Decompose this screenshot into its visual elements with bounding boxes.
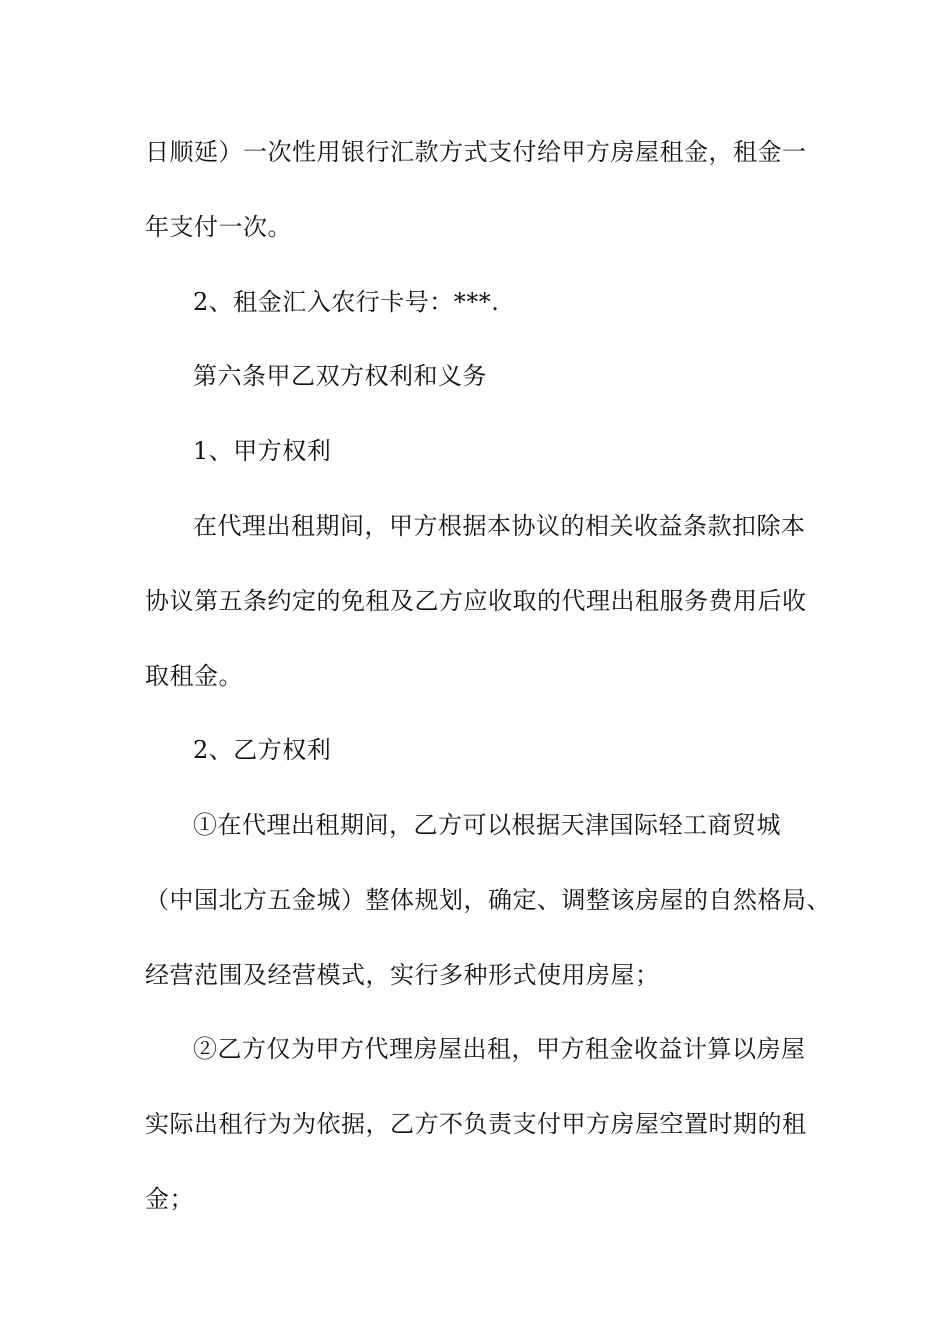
text-line: 2、租金汇入农行卡号：***.: [193, 288, 500, 316]
text-line: 日顺延）一次性用银行汇款方式支付给甲方房屋租金，租金一: [145, 138, 807, 166]
section-heading: 第六条甲乙双方权利和义务: [193, 362, 487, 390]
subsection-heading: 2、乙方权利: [193, 736, 332, 764]
text-line: 实际出租行为为依据，乙方不负责支付甲方房屋空置时期的租: [145, 1110, 807, 1138]
text-line: ①在代理出租期间，乙方可以根据天津国际轻工商贸城: [193, 811, 781, 839]
text-line: 年支付一次。: [145, 213, 292, 241]
text-line: 取租金。: [145, 662, 243, 690]
subsection-heading: 1、甲方权利: [193, 437, 332, 465]
text-line: ②乙方仅为甲方代理房屋出租，甲方租金收益计算以房屋: [193, 1035, 806, 1063]
text-line: 金；: [145, 1185, 194, 1213]
text-line: 在代理出租期间，甲方根据本协议的相关收益条款扣除本: [193, 512, 806, 540]
text-line: 协议第五条约定的免租及乙方应收取的代理出租服务费用后收: [145, 587, 807, 615]
text-line: 经营范围及经营模式，实行多种形式使用房屋；: [145, 961, 660, 989]
text-line: （中国北方五金城）整体规划，确定、调整该房屋的自然格局、: [145, 886, 831, 914]
